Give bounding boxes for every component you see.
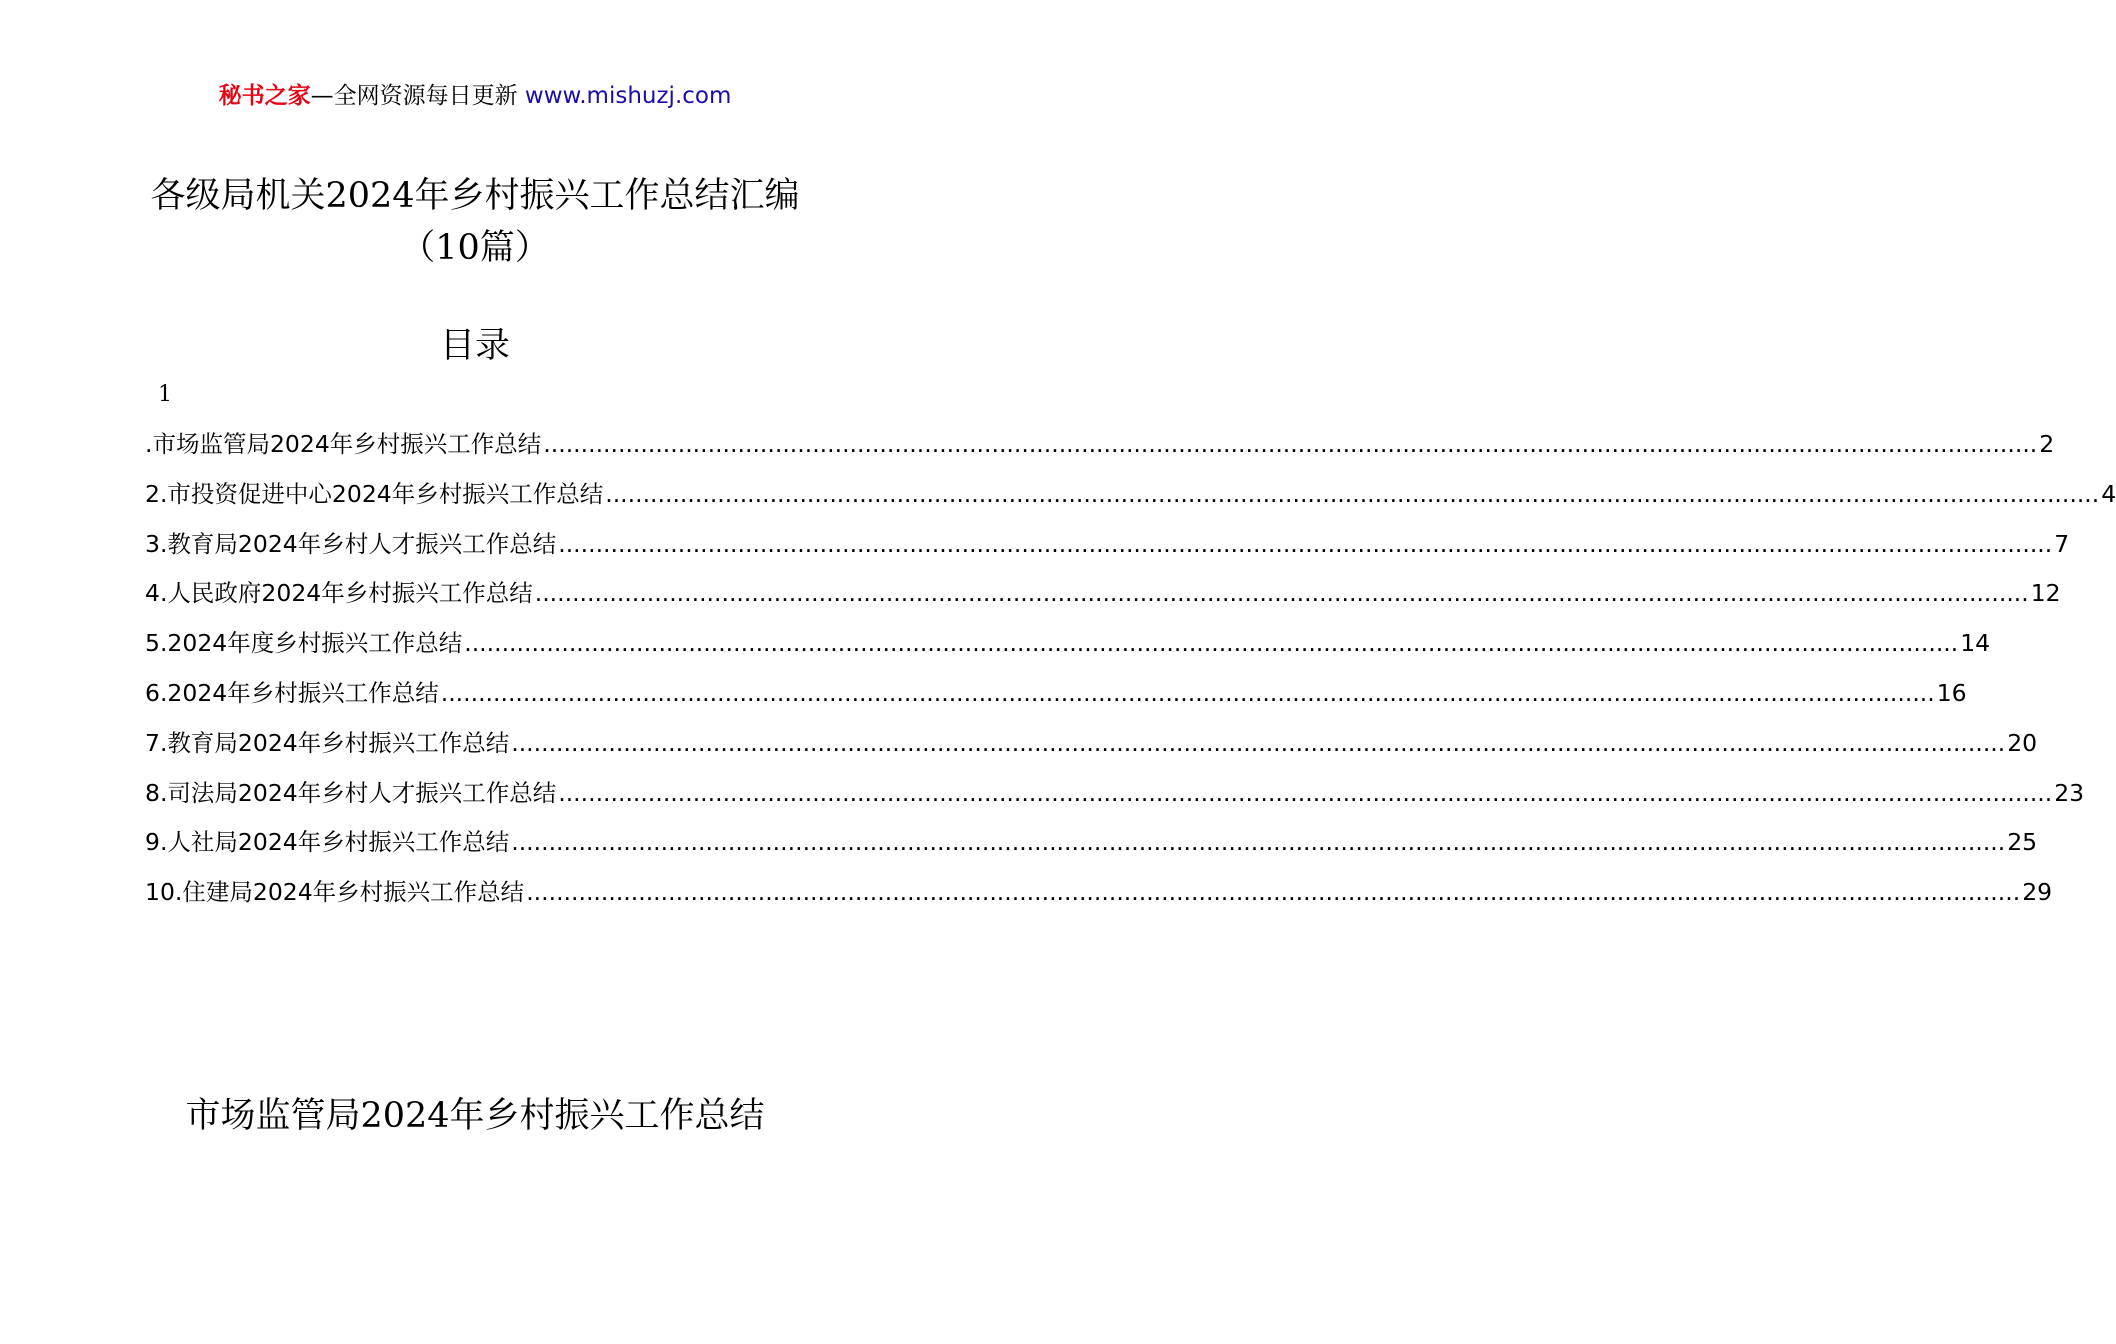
toc-entry-page: 2 — [2039, 430, 2055, 458]
toc-entry-text: 9.人社局2024年乡村振兴工作总结 — [145, 828, 510, 857]
toc-entry-text: 5.2024年度乡村振兴工作总结 — [145, 629, 463, 658]
site-url-link[interactable]: www.mishuzj.com — [524, 83, 732, 109]
toc-entry-page: 14 — [1960, 629, 1991, 658]
toc-entry-text: 6.2024年乡村振兴工作总结 — [145, 678, 439, 707]
toc-dot-leader: ........................................................................................................................................................................................................ — [558, 778, 2053, 807]
toc-entry-text: 10.住建局2024年乡村振兴工作总结 — [145, 878, 525, 907]
toc-entry[interactable] — [145, 824, 2038, 874]
toc-dot-leader: ........................................................................................................................................................................................................ — [605, 479, 2100, 508]
toc-entry-page: 16 — [1936, 678, 1967, 707]
toc-stray-number: 1 — [158, 382, 172, 407]
brand-name: 秘书之家 — [218, 83, 311, 109]
toc-entry[interactable] — [145, 575, 2061, 625]
toc-entry-text: 7.教育局2024年乡村振兴工作总结 — [145, 728, 510, 757]
toc-entry-page: 7 — [2054, 529, 2070, 558]
toc-entry-page: 23 — [2054, 778, 2085, 807]
toc-dot-leader: ........................................................................................................................................................................................................ — [511, 728, 2006, 757]
site-header — [0, 80, 950, 112]
toc-entry-page: 12 — [2030, 579, 2061, 608]
toc-entry[interactable] — [145, 874, 2053, 924]
toc-dot-leader: ........................................................................................................................................................................................................ — [558, 529, 2053, 558]
toc-heading: 目录 — [439, 326, 510, 366]
toc-dot-leader: ........................................................................................................................................................................................................ — [440, 678, 1935, 707]
toc-entry[interactable] — [145, 625, 1991, 675]
toc-dot-leader: ........................................................................................................................................................................................................ — [464, 629, 1959, 658]
document-title-line-1: 各级局机关2024年乡村振兴工作总结汇编 — [150, 176, 800, 216]
site-tagline: —全网资源每日更新 — [310, 83, 518, 109]
toc-dot-leader: ........................................................................................................................................................................................................ — [511, 828, 2006, 857]
toc-entry[interactable] — [145, 675, 1967, 725]
toc-entry-text: 8.司法局2024年乡村人才振兴工作总结 — [145, 778, 557, 807]
table-of-contents — [145, 426, 2116, 924]
toc-entry[interactable] — [145, 476, 2116, 526]
toc-entry-text: .市场监管局2024年乡村振兴工作总结 — [145, 430, 542, 458]
toc-entry-text: 4.人民政府2024年乡村振兴工作总结 — [145, 579, 533, 608]
toc-entry[interactable] — [145, 775, 2085, 825]
toc-entry[interactable] — [145, 426, 2055, 476]
toc-entry[interactable] — [145, 725, 2038, 775]
toc-entry-text: 2.市投资促进中心2024年乡村振兴工作总结 — [145, 479, 604, 508]
document-title-line-2: （10篇） — [400, 228, 550, 268]
toc-dot-leader: ........................................................................................................................................................................................................ — [543, 430, 2038, 458]
toc-dot-leader: ........................................................................................................................................................................................................ — [526, 878, 2021, 907]
toc-entry-page: 25 — [2007, 828, 2038, 857]
section-title: 市场监管局2024年乡村振兴工作总结 — [185, 1096, 765, 1136]
toc-entry[interactable] — [145, 526, 2070, 576]
toc-entry-page: 29 — [2022, 878, 2053, 907]
toc-entry-page: 4 — [2101, 479, 2116, 508]
toc-dot-leader: ........................................................................................................................................................................................................ — [534, 579, 2029, 608]
toc-entry-text: 3.教育局2024年乡村人才振兴工作总结 — [145, 529, 557, 558]
toc-entry-page: 20 — [2007, 728, 2038, 757]
